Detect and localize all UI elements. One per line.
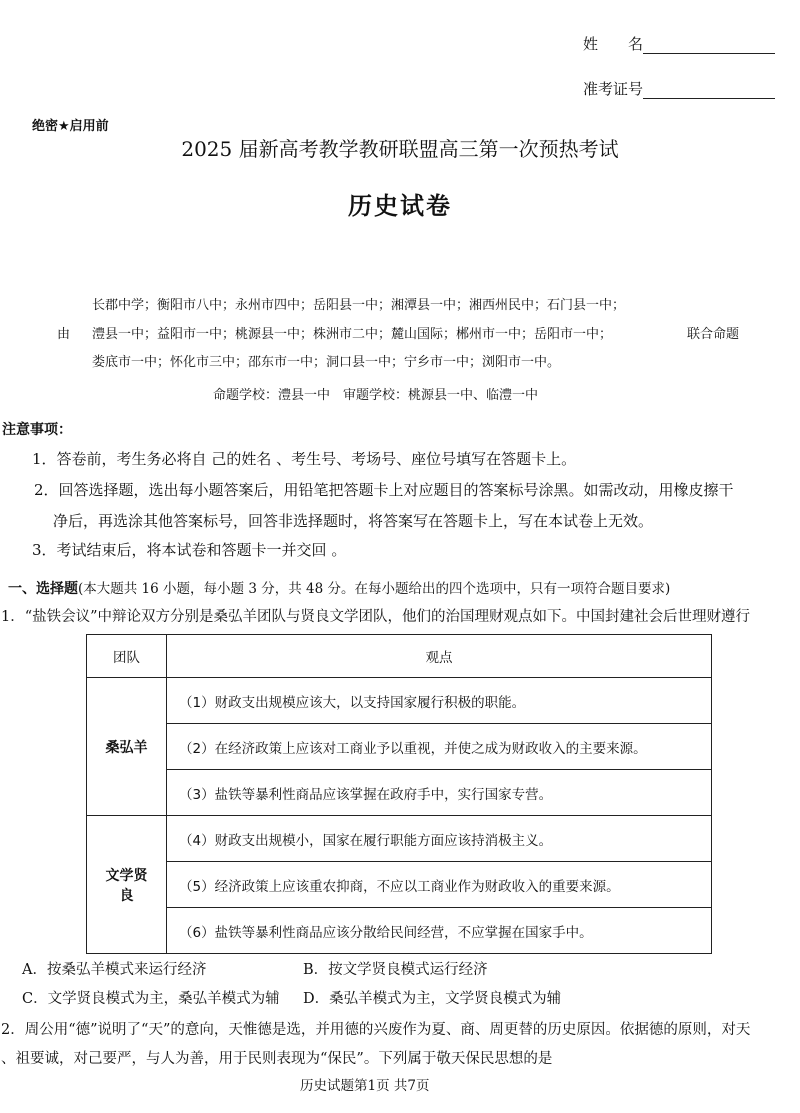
- page-footer: 历史试题第1页 共7页: [300, 1078, 430, 1094]
- schools-joint-label: 联合命题: [687, 327, 740, 342]
- exam-title: 2025 届新高考教学教研联盟高三第一次预热考试: [181, 137, 619, 161]
- table-row: [87, 816, 712, 862]
- viewpoint-3: （3）盐铁等暴利性商品应该掌握在政府手中，实行国家专营。: [167, 770, 712, 816]
- header-team: 团队: [87, 635, 167, 678]
- subject-title: 历史试卷: [348, 192, 452, 220]
- viewpoints-table: [86, 634, 712, 954]
- notice-item-2b: 净后，再选涂其他答案标号，回答非选择题时，将答案写在答题卡上，写在本试卷上无效。: [53, 512, 654, 530]
- option-b: B．按文学贤良模式运行经济: [303, 962, 488, 978]
- name-label: 姓 名: [583, 35, 644, 53]
- team-wenxue-xianliang: 文学贤良: [87, 816, 167, 954]
- table-row: [87, 908, 712, 954]
- viewpoint-4: （4）财政支出规模小，国家在履行职能方面应该持消极主义。: [167, 816, 712, 862]
- table-row: [87, 678, 712, 724]
- secret-mark: 绝密★启用前: [32, 119, 109, 134]
- name-field: [583, 33, 775, 54]
- schools-line-3: 娄底市一中；怀化市三中；邵东市一中；洞口县一中；宁乡市一中；浏阳市一中。: [92, 355, 561, 370]
- notice-item-3: 3．考试结束后，将本试卷和答题卡一并交回 。: [32, 541, 347, 559]
- schools-line-2: 澧县一中；益阳市一中；桃源县一中；株洲市二中；麓山国际；郴州市一中；岳阳市一中；: [92, 327, 613, 342]
- exam-id-label: 准考证号: [583, 80, 644, 98]
- question-1-stem: 1．“盐铁会议”中辩论双方分别是桑弘羊团队与贤良文学团队，他们的治国理财观点如下。中国封建社会后世理财遵行: [1, 609, 751, 625]
- team-sang-hongyang: 桑弘羊: [87, 678, 167, 816]
- section-desc: (本大题共 16 小题，每小题 3 分，共 48 分。在每小题给出的四个选项中，只有一项符合题目要求): [78, 581, 671, 597]
- option-d: D．桑弘羊模式为主，文学贤良模式为辅: [303, 991, 562, 1007]
- viewpoint-2: （2）在经济政策上应该对工商业予以重视，并使之成为财政收入的主要来源。: [167, 724, 712, 770]
- table-header-row: [87, 635, 712, 678]
- table-row: [87, 862, 712, 908]
- viewpoint-5: （5）经济政策上应该重农抑商，不应以工商业作为财政收入的重要来源。: [167, 862, 712, 908]
- notice-item-2a: 2．回答选择题，选出每小题答案后，用铅笔把答题卡上对应题目的答案标号涂黑。如需改动，用橡皮擦干: [34, 481, 734, 499]
- question-2-line-2: 、祖要诚，对己要严，与人为善，用于民则表现为“保民”。下列属于敬天保民思想的是: [1, 1051, 553, 1067]
- setter-schools: 命题学校：澧县一中 审题学校：桃源县一中、临澧一中: [213, 388, 539, 403]
- exam-id-field: [583, 78, 775, 99]
- table-row: [87, 770, 712, 816]
- table-row: [87, 724, 712, 770]
- viewpoint-6: （6）盐铁等暴利性商品应该分散给民间经营，不应掌握在国家手中。: [167, 908, 712, 954]
- question-2-line-1: 2．周公用“德”说明了“天”的意向，天惟德是选，并用德的兴废作为夏、商、周更替的历史原因。依据德的原则，对天: [1, 1022, 751, 1038]
- notice-heading: 注意事项：: [2, 422, 72, 438]
- notice-item-1: 1．答卷前，考生务必将自 己的姓名 、考生号、考场号、座位号填写在答题卡上。: [32, 450, 577, 468]
- schools-line-1: 长郡中学；衡阳市八中；永州市四中；岳阳县一中；湘潭县一中；湘西州民中；石门县一中；: [92, 298, 626, 313]
- exam-id-blank: [643, 82, 775, 99]
- viewpoint-1: （1）财政支出规模应该大，以支持国家履行积极的职能。: [167, 678, 712, 724]
- section-heading: [8, 577, 670, 598]
- section-title: 一、选择题: [8, 581, 78, 597]
- option-c: C．文学贤良模式为主，桑弘羊模式为辅: [22, 991, 280, 1007]
- option-a: A．按桑弘羊模式来运行经济: [22, 962, 207, 978]
- schools-by-label: 由: [57, 327, 71, 342]
- header-view: 观点: [167, 635, 712, 678]
- name-blank: [643, 37, 775, 54]
